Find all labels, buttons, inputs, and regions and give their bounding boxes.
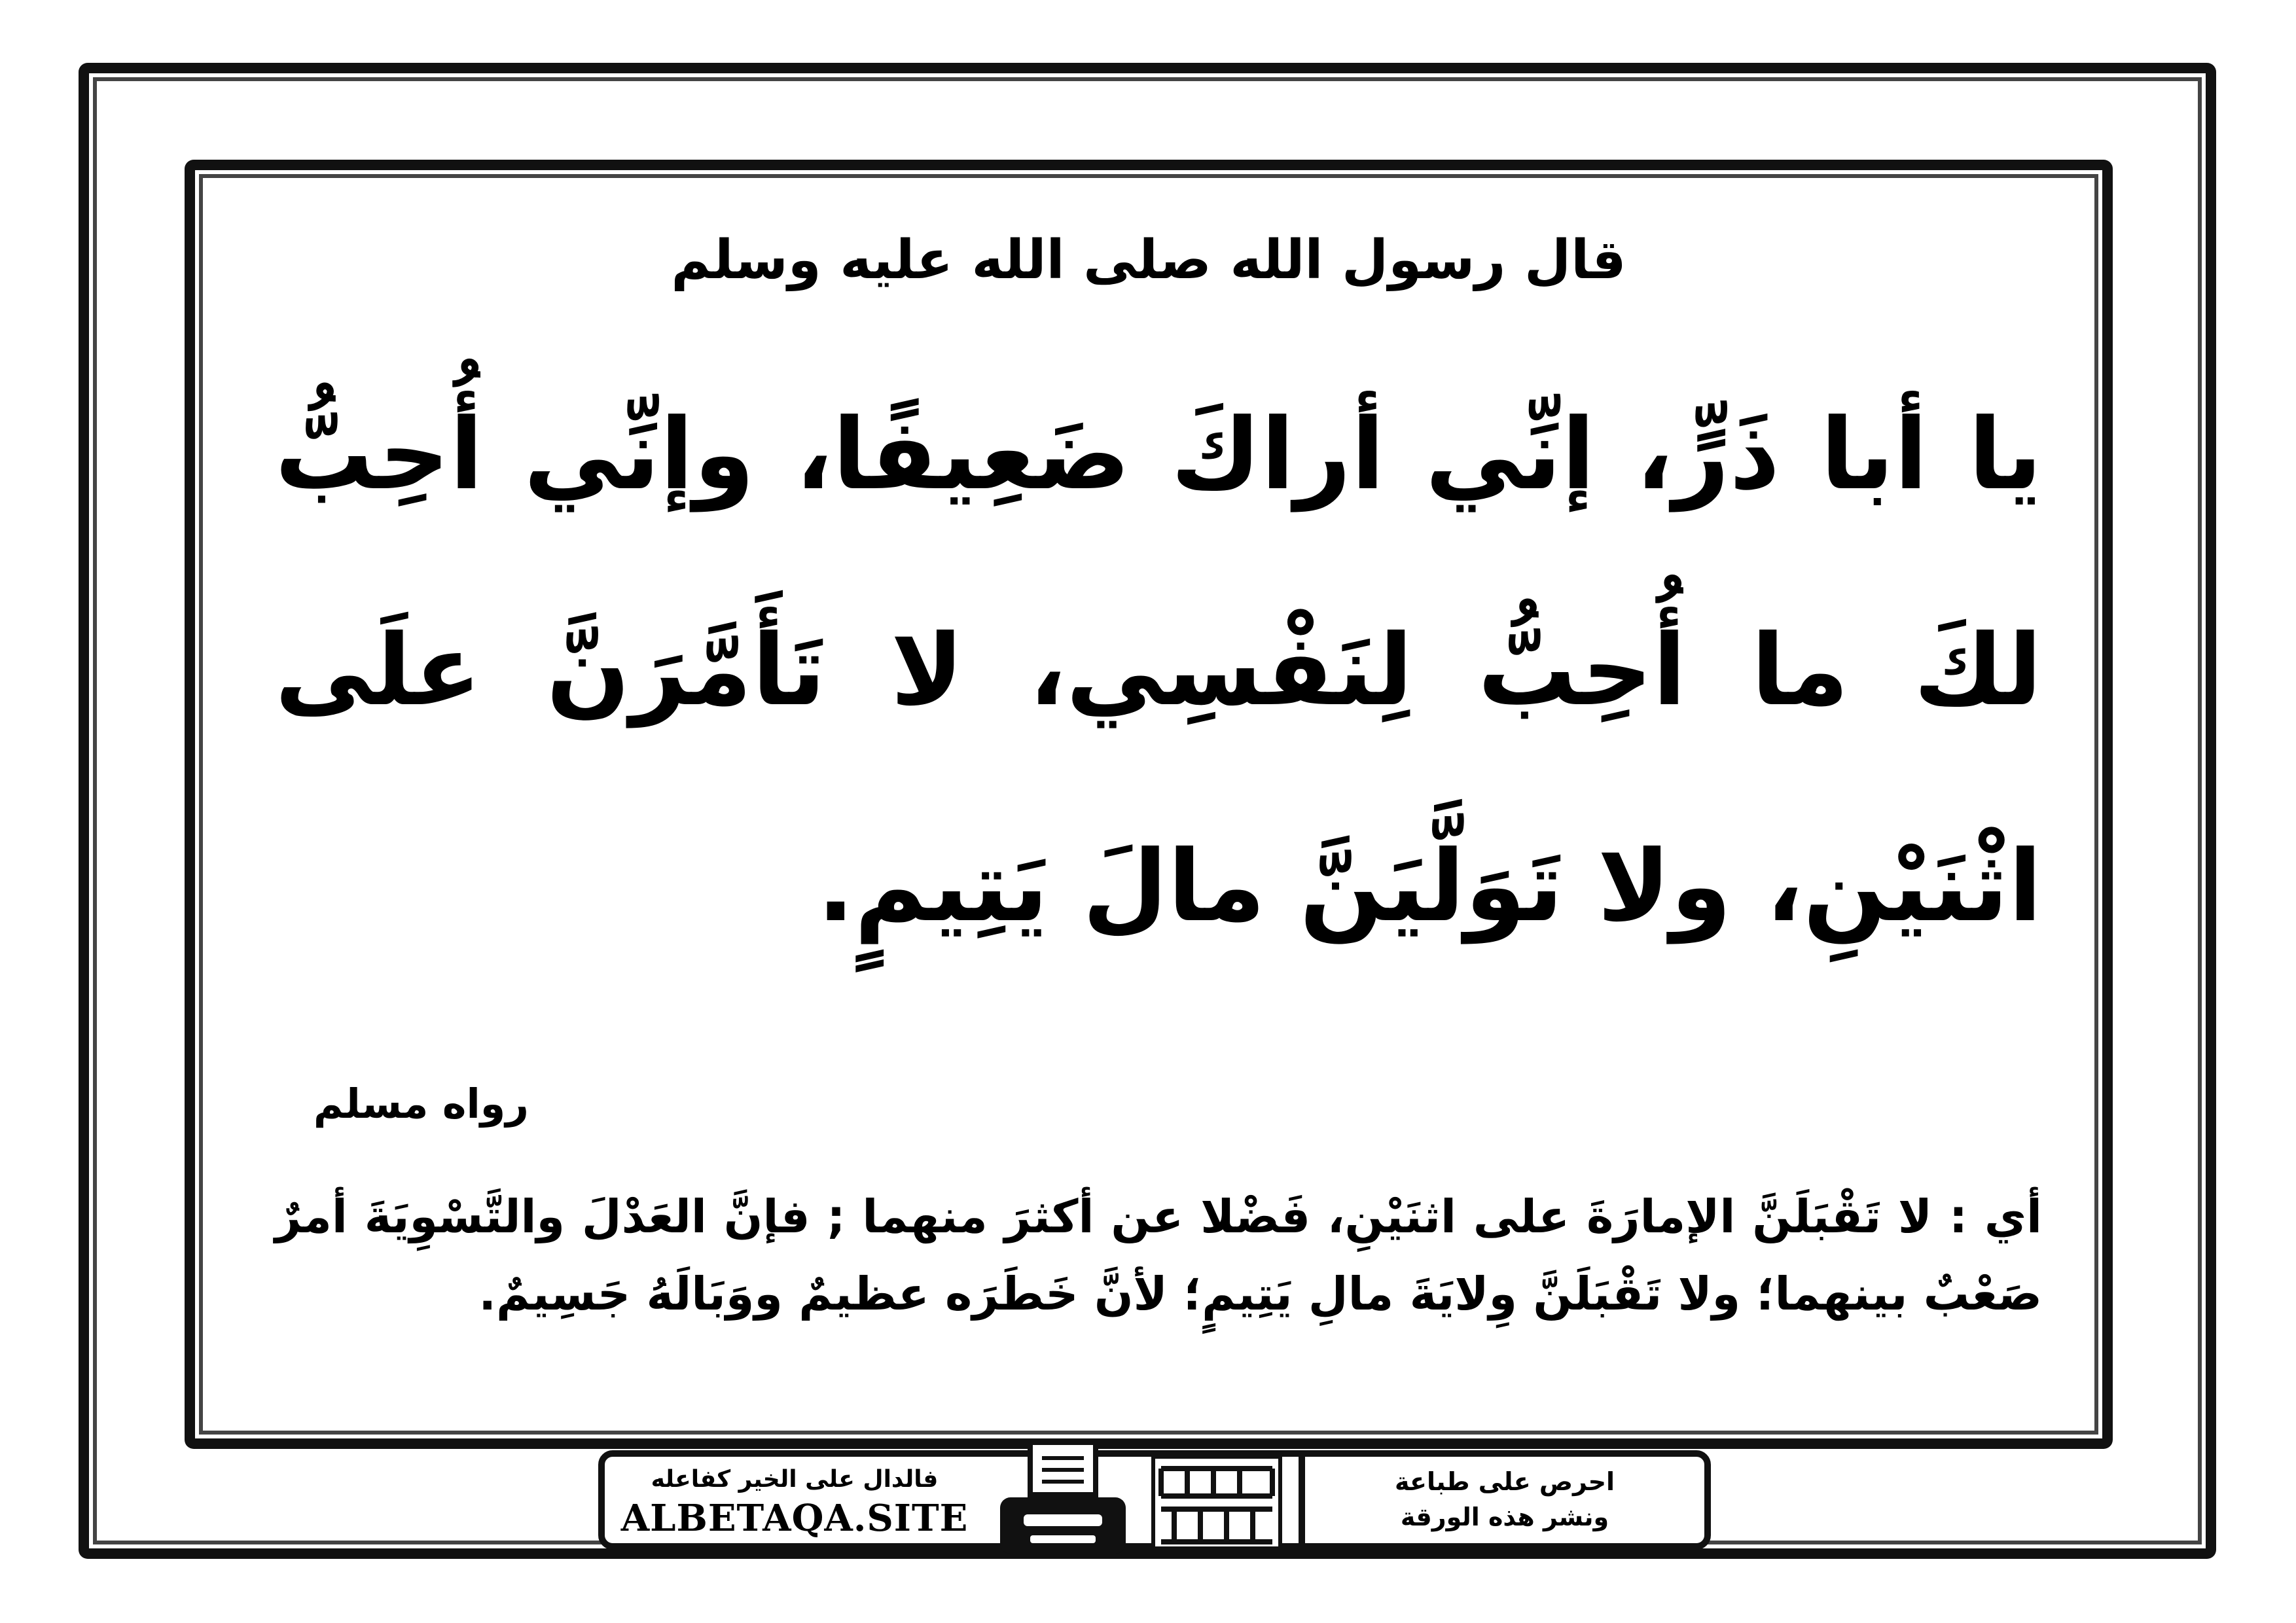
hadith-text: يا أبا ذَرٍّ، إنِّي أراكَ ضَعِيفًا، وإنِّي أُحِبُّ لكَ ما أُحِبُّ لِنَفْسِي، لا تَأَمَّرَنَّ علَى اثْنَيْنِ، ولا تَوَلَّيَنَّ مالَ يَتِيمٍ. [275, 398, 2042, 944]
explanation-text: أي : لا تَقْبَلَنَّ الإمارَةَ على اثنَيْنِ، فَضْلا عن أكثرَ منهما ; فإنَّ العَدْلَ والتَّسْوِيَةَ أمرٌ صَعْبٌ بينهما؛ ولا تَقْبَلَنَّ وِلايَةَ مالِ يَتِيمٍ؛ لأنَّ خَطَرَه عظيمٌ ووَبَالَهُ جَسِيمٌ. [275, 1190, 2042, 1321]
footer-call-box [1305, 1457, 1704, 1543]
footer-divider [1299, 1457, 1305, 1543]
site-link[interactable]: ALBETAQA.SITE [620, 1497, 969, 1540]
narrator-label: رواه مسلم [313, 1080, 529, 1128]
footer-call-line-1: احرص على طباعة [1394, 1467, 1615, 1496]
page-title: قال رسول الله صلى الله عليه وسلم [671, 229, 1626, 291]
footer-slogan: فالدال على الخير كفاعله [651, 1466, 939, 1493]
printer-icon [991, 1437, 1135, 1561]
footer-bar [598, 1450, 1711, 1550]
footer-site-box [605, 1457, 984, 1543]
logo-icon [1148, 1450, 1285, 1555]
footer-call-line-2: ونشر هذه الورقة [1400, 1503, 1609, 1531]
